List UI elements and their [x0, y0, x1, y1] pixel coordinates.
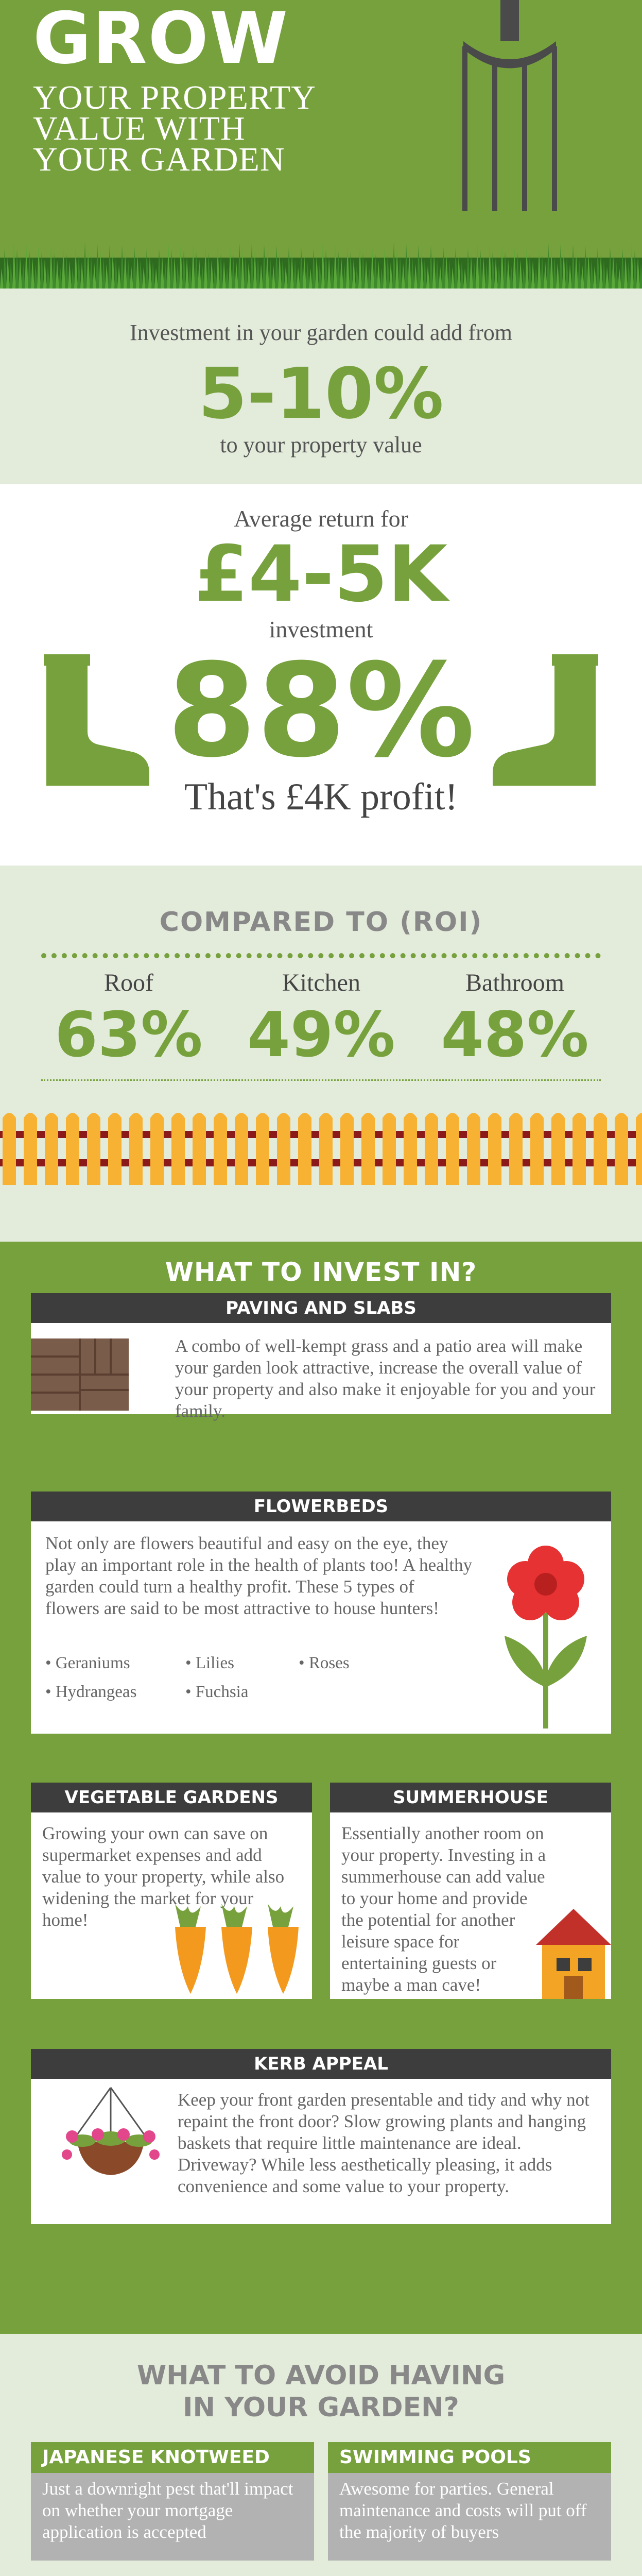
stat1-intro: Investment in your garden could add from: [130, 320, 512, 345]
what-to-avoid: [0, 2334, 642, 2576]
compare-value: 63%: [55, 999, 203, 1071]
avoid-title: [0, 2360, 642, 2424]
avoid-header: JAPANESE KNOTWEED: [31, 2442, 314, 2473]
stat1-percentage: 5-10%: [198, 353, 444, 435]
compare-label: Roof: [104, 969, 153, 996]
avoid-body: Awesome for parties. General maintenance and costs will put off the majority of buyers: [328, 2473, 611, 2561]
flower-item: • Fuchsia: [185, 1683, 249, 1701]
grass-strip: [0, 227, 642, 289]
what-to-invest: [0, 1242, 642, 2334]
card-header: VEGETABLE GARDENS: [31, 1783, 312, 1812]
hero-subtitle-line3: YOUR GARDEN: [33, 141, 285, 178]
card-kerb-appeal: [31, 2049, 611, 2224]
compare-roof: [51, 969, 206, 1074]
avoid-body: Just a downright pest that'll impact on whether your mortgage application is accepted: [31, 2473, 314, 2561]
wellington-boot-icon: [31, 654, 154, 793]
avoid-japanese-knotweed: [31, 2442, 314, 2561]
stat1-outro: to your property value: [220, 432, 422, 457]
stat2-profit: That's £4K profit!: [184, 776, 458, 818]
summerhouse-icon: [536, 1909, 611, 1999]
stat2-intro: Average return for: [234, 505, 408, 532]
card-body: Growing your own can save on supermarket expenses and add value to your property, while also widening the market for your home!: [42, 1823, 285, 1930]
flower-item: • Lilies: [185, 1654, 234, 1672]
compare-bathroom: [438, 969, 592, 1074]
hero-title: GROW: [33, 0, 289, 80]
stat-return: [0, 484, 642, 866]
garden-fork-icon: [443, 0, 577, 232]
dotted-divider-bottom: [41, 1079, 601, 1081]
card-header: SUMMERHOUSE: [330, 1783, 611, 1812]
stat2-amount: £4-5K: [194, 530, 448, 619]
hanging-basket-icon: [51, 2085, 170, 2188]
stat-value-range: [0, 289, 642, 484]
card-paving: [31, 1293, 611, 1421]
compare-title: COMPARED TO (ROI): [159, 907, 483, 938]
picket-fence: [0, 1108, 642, 1190]
flower-item: • Geraniums: [45, 1654, 130, 1672]
flower-list-col2: [185, 1649, 248, 1706]
card-body: Essentially another room on your property. Investing in a summerhouse can add value to your home and provide the potential for another leisure space for entertaining guests or maybe a man cave!: [341, 1823, 546, 1995]
paving-slabs-icon: [31, 1338, 129, 1411]
card-header: FLOWERBEDS: [31, 1492, 611, 1521]
invest-title: WHAT TO INVEST IN?: [165, 1257, 477, 1287]
compare-label: Bathroom: [465, 969, 564, 996]
roi-comparison: [0, 866, 642, 1242]
flower-icon: [489, 1543, 602, 1728]
card-flowerbeds: [31, 1492, 611, 1734]
avoid-title-line1: WHAT TO AVOID HAVING: [136, 2360, 506, 2391]
card-vegetable-gardens: [31, 1783, 312, 1999]
card-header: KERB APPEAL: [31, 2049, 611, 2079]
compare-value: 49%: [247, 999, 395, 1071]
hero-banner: [0, 0, 642, 289]
card-header: PAVING AND SLABS: [31, 1293, 611, 1323]
card-body: Keep your front garden presentable and tidy and why not repaint the front door? Slow growing plants and hanging baskets that require little maintenance are ideal. Driveway? While less aesthetically pleasing, it adds convenience and some value to your property.: [178, 2090, 589, 2196]
compare-label: Kitchen: [282, 969, 360, 996]
compare-kitchen: [244, 969, 398, 1074]
flower-item: • Hydrangeas: [45, 1683, 137, 1701]
card-summerhouse: [330, 1783, 611, 1999]
flower-list-col3: [299, 1649, 350, 1677]
hero-subtitle-line1: YOUR PROPERTY: [33, 79, 316, 116]
carrots-icon: [165, 1896, 304, 1994]
compare-value: 48%: [441, 999, 589, 1071]
card-body: A combo of well-kempt grass and a patio area will make your garden look attractive, increase the overall value of your property and also make it enjoyable for you and your family.: [175, 1336, 596, 1421]
avoid-title-line2: IN YOUR GARDEN?: [183, 2392, 459, 2423]
card-body: Not only are flowers beautiful and easy on the eye, they play an important role in the health of plants too! A healthy garden could turn a healthy profit. These 5 types of flowers are said to be most attractive to house hunters!: [45, 1533, 473, 1618]
dotted-divider: [41, 953, 601, 958]
hero-subtitle-line2: VALUE WITH: [33, 110, 246, 147]
stat2-percentage: 88%: [167, 636, 475, 786]
stat2-investment-label: investment: [269, 616, 373, 642]
avoid-swimming-pools: [328, 2442, 611, 2561]
flower-item: • Roses: [299, 1654, 350, 1672]
wellington-boot-icon-right: [488, 654, 611, 793]
avoid-header: SWIMMING POOLS: [328, 2442, 611, 2473]
flower-list: [45, 1649, 136, 1706]
hero-subtitle: [33, 79, 393, 178]
